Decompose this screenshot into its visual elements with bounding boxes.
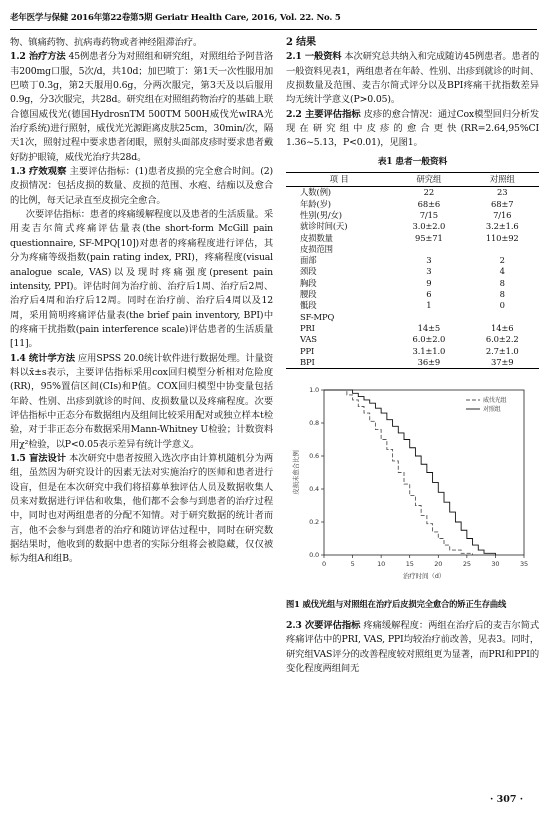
x-tick-label: 35 xyxy=(520,560,528,569)
series-line-1 xyxy=(324,390,495,555)
table-cell xyxy=(392,312,465,323)
table-cell: 110±92 xyxy=(485,232,519,243)
table-cell: 3 xyxy=(426,255,432,266)
y-tick-label: 0.2 xyxy=(309,518,319,527)
table-cell: 皮损范围 xyxy=(300,243,333,254)
table-caption: 表1 患者一般资料 xyxy=(377,156,448,167)
x-tick-label: 10 xyxy=(377,560,386,569)
right-column xyxy=(286,36,539,677)
table-cell: 腰段 xyxy=(300,289,317,300)
y-tick-label: 0.4 xyxy=(309,485,319,494)
table-row xyxy=(286,266,539,277)
table-cell: 8 xyxy=(499,289,505,300)
table-cell: 0 xyxy=(499,300,505,311)
left-paragraph xyxy=(10,452,273,567)
paragraph-primary-outcome xyxy=(286,108,539,151)
survival-curve-figure xyxy=(286,378,539,594)
table-cell: SF-MPQ xyxy=(300,311,335,322)
left-paragraph xyxy=(10,165,273,208)
figure-caption: 图1 威伐光组与对照组在治疗后皮损完全愈合的矫正生存曲线 xyxy=(286,599,507,610)
subsection-label: 1.4 统计学方法 xyxy=(10,352,75,364)
table-cell xyxy=(465,244,539,255)
table-cell xyxy=(392,244,465,255)
paragraph-text: 主要评估指标：(1)患者皮损的完全愈合时间。(2)皮损情况：包括皮损的数量、皮损的范围、水疱、结痂以及愈合的比例，每天记录直至皮损完全愈合。 xyxy=(10,166,273,206)
table-cell: 6.0±2.0 xyxy=(412,334,446,345)
table-cell: 4 xyxy=(499,266,505,277)
table-cell: 胸段 xyxy=(300,277,317,288)
x-axis-label: 治疗时间（d） xyxy=(402,572,446,581)
left-paragraph xyxy=(10,352,273,452)
table-header-cell: 对照组 xyxy=(465,173,539,187)
table-cell: 22 xyxy=(423,187,435,198)
paragraph-text: 应用SPSS 20.0统计软件进行数据处理。计量资料以x̄±s表示，主要评估指标采用cox回归模型分析相对危险度(RR)，95%置信区间(CIs)和P值。COX回归模型中协变量包括年龄、性别、出疹到就诊的时间、皮损数量以及疼痛程度。次要评估指标中正态分布数据组内及组间比较采用配对或独立样本t检验，对于非正态分布数据采用Mann-Whitney U检验；计数资料用χ²检验，以P<0.05表示差异有统计学意义。 xyxy=(10,352,274,450)
running-header: 老年医学与保健 2016年第22卷第5期 Geriatr Health Care, 2016, Vol. 22. No. 5 xyxy=(10,8,537,30)
table-cell: VAS xyxy=(300,334,317,345)
paragraph-text: 本次研究总共纳入和完成随访45例患者。患者的一般资料见表1，两组患者在年龄、性别、出疹到就诊的时间、皮损数量及范围、麦吉尔简式评分以及BPI疼痛干扰指数差异均无统计学意义(P>0.05)。 xyxy=(286,51,540,106)
table-cell: 骶段 xyxy=(300,300,317,311)
table-row xyxy=(286,300,539,311)
table-header-cell: 项 目 xyxy=(286,173,392,187)
table-cell: 8 xyxy=(499,277,505,288)
table-cell: 6.0±2.2 xyxy=(485,334,519,345)
table-header-cell: 研究组 xyxy=(392,173,465,187)
left-paragraph xyxy=(10,50,273,165)
table-row xyxy=(286,357,539,369)
table-row xyxy=(286,278,539,289)
y-axis-label: 皮损未愈合比例 xyxy=(292,450,300,495)
table-cell: 37±9 xyxy=(465,357,539,369)
paragraph-secondary-outcome xyxy=(286,619,539,676)
plot-frame xyxy=(324,390,524,555)
subsection-label: 2.3 次要评估指标 xyxy=(286,620,361,632)
table-cell: 2.7±1.0 xyxy=(485,345,519,356)
y-tick-label: 0.8 xyxy=(309,419,319,428)
left-column xyxy=(10,36,273,567)
table-cell: 皮损数量 xyxy=(300,232,333,243)
table-row xyxy=(286,233,539,244)
survival-chart xyxy=(286,378,539,594)
table-cell: 95±71 xyxy=(415,232,443,243)
table-cell: 3 xyxy=(426,266,432,277)
table-cell: 就诊时间(天) xyxy=(300,221,348,232)
left-paragraph xyxy=(10,36,273,50)
left-paragraph xyxy=(10,208,273,351)
x-tick-label: 30 xyxy=(491,560,500,569)
table-cell: 6 xyxy=(426,289,432,300)
table-cell: 14±5 xyxy=(417,322,441,333)
paragraph-general-data xyxy=(286,50,539,107)
table-cell: 1 xyxy=(426,300,432,311)
table-row xyxy=(286,244,539,255)
table-cell: 9 xyxy=(426,277,432,288)
table-cell: 23 xyxy=(497,187,508,198)
x-tick-label: 15 xyxy=(405,560,414,569)
table-cell: 7/16 xyxy=(493,209,512,220)
table-cell: 颈段 xyxy=(300,266,317,277)
x-tick-label: 5 xyxy=(350,560,355,569)
table-cell xyxy=(465,312,539,323)
table-cell: 36±9 xyxy=(392,357,465,369)
table-row xyxy=(286,187,539,199)
table-cell: PPI xyxy=(300,345,315,356)
x-tick-label: 20 xyxy=(434,560,443,569)
table-cell: 3.2±1.6 xyxy=(485,221,519,232)
paragraph-text: 疼痛缓解程度：两组在治疗后的麦吉尔简式疼痛评估中的PRI, VAS, PPI均较治疗前改善，见表3。同时，研究组VAS评分的改善程度较对照组更为显著，而PRI和PPI的变化程度两组间无 xyxy=(286,620,539,675)
legend-label: 对照组 xyxy=(483,406,501,414)
subsection-label: 1.3 疗效观察 xyxy=(10,166,67,178)
table-cell: 2 xyxy=(499,255,505,266)
table-cell: 性别(男/女) xyxy=(300,209,342,220)
table-cell: 3.0±2.0 xyxy=(412,221,446,232)
x-tick-label: 0 xyxy=(322,560,326,569)
table-cell: 人数(例) xyxy=(300,187,331,198)
paragraph-text: 物、镇痛药物、抗病毒药物或者神经阻滞治疗。 xyxy=(10,37,203,48)
page-number: · 307 · xyxy=(490,794,524,805)
patient-data-table xyxy=(286,172,539,369)
table-cell: 68±6 xyxy=(417,198,441,209)
table-row xyxy=(286,289,539,300)
table-cell: BPI xyxy=(286,357,392,369)
table-cell: 年龄(岁) xyxy=(300,198,331,209)
y-tick-label: 1.0 xyxy=(309,386,319,395)
paragraph-text: 本次研究中患者按照入选次序由计算机随机分为两组，虽然因为研究设计的因素无法对实施治疗的医师和患者进行设盲，但是在本次研究中我们将招募单独评估人员及数据收集人员来对数据进行评估和收集，他们都不会参与到患者的治疗过程中，同时也对两组患者的分配不知情。对于研究数据的统计者而言，他不会参与到患者的治疗和随访评估过程中，同时在研究数据结果时，他收到的数据中患者的实际分组将会被隐藏，仅仅被标为组A和组B。 xyxy=(10,452,273,565)
table-cell: PRI xyxy=(300,322,315,333)
table-row xyxy=(286,199,539,210)
table-row xyxy=(286,346,539,357)
table-row xyxy=(286,210,539,221)
series-line-0 xyxy=(324,390,473,555)
table-row xyxy=(286,312,539,323)
table-row xyxy=(286,255,539,266)
subsection-label: 2.1 一般资料 xyxy=(286,51,342,63)
table-row xyxy=(286,323,539,334)
y-tick-label: 0.6 xyxy=(309,452,319,461)
legend-label: 威伐光组 xyxy=(483,397,507,405)
paragraph-text: 皮疹的愈合情况：通过Cox模型回归分析发现在研究组中皮疹的愈合更快(RR=2.64,95%CI 1.36~5.13，P<0.01)，见图1。 xyxy=(286,108,539,149)
subsection-label: 1.5 盲法设计 xyxy=(10,452,67,464)
y-tick-label: 0.0 xyxy=(309,551,319,560)
subsection-label: 2.2 主要评估指标 xyxy=(286,108,361,120)
section-heading-results: 2 结果 xyxy=(286,37,316,48)
x-tick-label: 25 xyxy=(462,560,471,569)
paragraph-text: 次要评估指标：患者的疼痛缓解程度以及患者的生活质量。采用麦吉尔简式疼痛评估量表(the short-form McGill pain questionnaire, SF-MPQ[10])对患者的疼痛程度进行评估，其分为疼痛等级指数(pain rating index, PRI)，疼痛程度(visual analogue scale, VAS)以及现时疼痛强度(present pain intensity, PPI)。评估时间为治疗前、治疗后1周、治疗后2周、治疗后4周和治疗后12周。同时在治疗前、治疗后4周以及12周，采用简明疼痛评估量表(the brief pain inventory, BPI)中的疼痛干扰指数(pain interference scale)评估患者的生活质量[11]。 xyxy=(10,209,273,350)
subsection-label: 1.2 治疗方法 xyxy=(10,51,66,63)
table-cell: 3.1±1.0 xyxy=(412,345,446,356)
table-row xyxy=(286,221,539,232)
table-row xyxy=(286,334,539,345)
paragraph-text: 45例患者分为对照组和研究组，对照组给予阿昔洛韦200mg口服，5次/d，共10d；加巴喷丁：第1天一次性服用加巴喷丁0.3g，第2天服用0.6g，分两次服完，第3天及以后服用0.9g，分3次服完，共28d。研究组在对照组药物治疗的基础上联合德国威伐光(德国HydrosnTM 500TM 500H威伐光wIRA光治疗系统)进行照射，威伐光光源距离皮肤25cm，30min/次，隔天1次，照射过程中要求患者闭眼，照射头面部皮疹时要求患者戴好防护眼镜，威伐光治疗共28d。 xyxy=(10,51,273,163)
table-cell: 14±6 xyxy=(491,322,514,333)
table-cell: 7/15 xyxy=(419,209,438,220)
table-cell: 68±7 xyxy=(491,198,514,209)
table-cell: 面部 xyxy=(300,255,317,266)
